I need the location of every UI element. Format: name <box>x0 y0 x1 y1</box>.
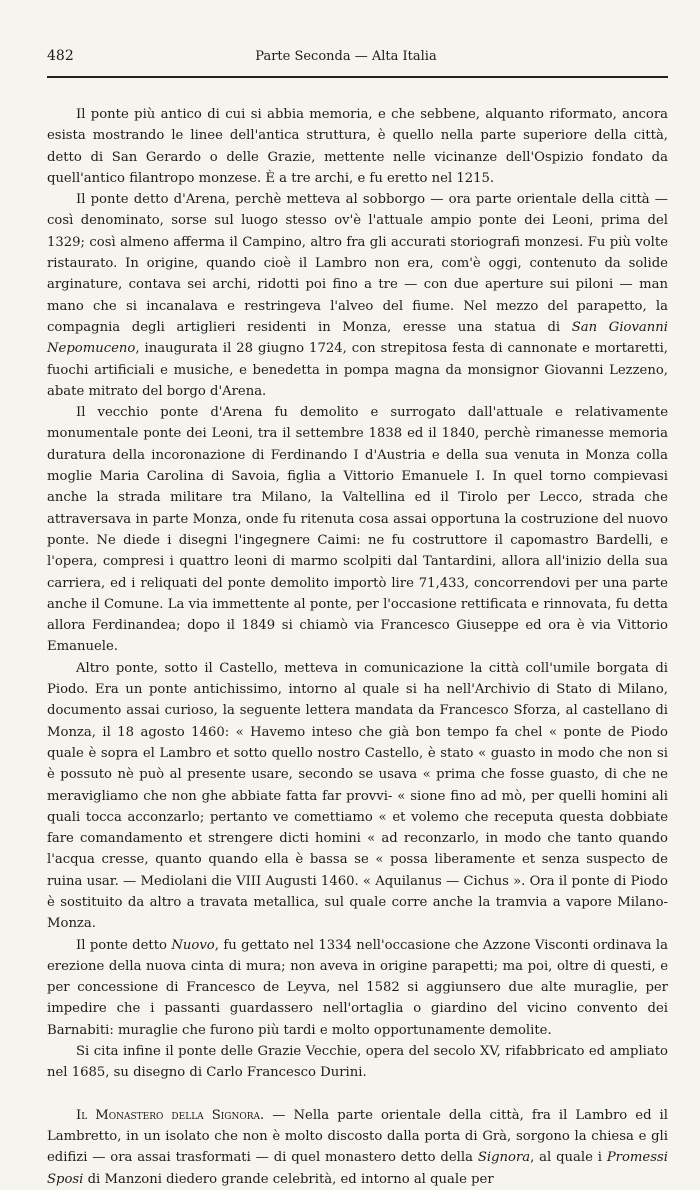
page-header <box>47 48 645 72</box>
paragraph <box>47 658 668 935</box>
section-gap <box>47 1084 668 1105</box>
text-run: Il ponte detto <box>76 937 172 953</box>
paragraph <box>47 1041 668 1084</box>
text-run: Si cita infine il ponte delle Grazie Vecchie, opera del secolo XV, rifabbricato ed ampliato nel 1685, su disegno di Carlo Francesco Durini. <box>47 1044 668 1081</box>
paragraph <box>47 1105 668 1190</box>
text-run: Il vecchio ponte d'Arena fu demolito e surrogato dall'attuale e relativamente monumentale ponte dei Leoni, tra il settembre 1838 ed il 1840, perchè rimanesse memoria duratura della incoronazione di Ferdinando I d'Austria e della sua venuta in Monza colla moglie Maria Carolina di Savoia, figlia a Vittorio Emanuele I. In quel torno compievasi anche la strada militare tra Milano, la Valtellina ed il Tirolo per Lecco, strada che attraversava in parte Monza, onde fu ritenuta cosa assai opportuna la costruzione del nuovo ponte. Ne diede i disegni l'ingegnere Caimi: ne fu costruttore il capomastro Bardelli, e l'opera, compresi i quattro leoni di marmo scolpiti dal Tantardini, allora all'inizio della sua carriera, ed i reliquati del ponte demolito importò lire 71,433, concorrendovi per una parte anche il Comune. La via immettente al ponte, per l'occasione rettificata e rinnovata, fu detta allora Ferdinandea; dopo il 1849 si chiamò via Francesco Giuseppe ed ora è via Vittorio Emanuele. <box>47 405 668 655</box>
paragraph <box>47 104 668 189</box>
text-run: Il ponte detto d'Arena, perchè metteva al sobborgo — ora parte orientale della città — così denominato, sorse sul luogo stesso ov'è l'attuale ampio ponte dei Leoni, prima del 1329; così almeno afferma il Campino, altro fra gli accurati storiografi monzesi. Fu più volte ristaurato. In origine, quando cioè il Lambro non era, com'è oggi, contenuto da solide arginature, contava sei archi, ridotti poi fino a tre — con due aperture sui piloni — man mano che si incanalava e restringeva l'alveo del fiume. Nel mezzo del parapetto, la compagnia degli artiglieri residenti in Monza, eresse una statua di <box>47 192 668 335</box>
text-run: , al quale i <box>530 1150 607 1166</box>
italic-text: Nuovo <box>171 937 215 953</box>
paragraph <box>47 935 668 1041</box>
section-heading: Il Monastero della Signora. <box>76 1107 265 1123</box>
header-rule <box>47 76 668 78</box>
text-run: — Nella parte orientale della città, fra il Lambro ed il Lambretto, in un isolato che non è molto discosto dalla porta di Grà, sorgono la chiesa e gli edifizi — ora assai trasformati — di quel monastero detto della <box>47 1107 668 1166</box>
text-run: , fu gettato nel 1334 nell'occasione che Azzone Visconti ordinava la erezione della nuova cinta di mura; non aveva in origine parapetti; ma poi, oltre di questi, e per concessione di Francesco de Leyva, nel 1582 si aggiunsero due alte muraglie, per impedire che i passanti guardassero nell'ortaglia o giardino del vicino convento dei Barnabiti: muraglie che furono più tardi e molto opportunamente demolite. <box>47 937 668 1038</box>
text-run: Altro ponte, sotto il Castello, metteva in comunicazione la città coll'umile borgata di Piodo. Era un ponte antichissimo, intorno al quale si ha nell'Archivio di Stato di Milano, documento assai curioso, la seguente lettera mandata da Francesco Sforza, al castellano di Monza, il 18 agosto 1460: « Havemo inteso che già bon tempo fa chel « ponte de Piodo quale è sopra el Lambro et sotto quello nostro Castello, è stato « guasto in modo che non si è possuto nè può al presente usare, secondo se usava « prima che fosse guasto, di che ne meravigliamo che non ghe abbiate fatta far provvi- « sione fino ad mò, per quelli homini ali quali tocca acconzarlo; pertanto ve comettiamo « et volemo che receputa questa dobbiate fare comandamento et strengere dicti homini « ad reconzarlo, in modo che tanto quando l'acqua cresse, quanto quando ella è bassa se « possa liberamente et senza suspecto de ruina usar. — Mediolani die VIII Augusti 1460. « Aquilanus — Cichus ». Ora il ponte di Piodo è sostituito da altro a travata metallica, sul quale corre anche la tramvia a vapore Milano-Monza. <box>47 660 668 932</box>
running-head: Parte Seconda — Alta Italia <box>255 49 437 64</box>
paragraph <box>47 402 668 658</box>
italic-text: Signora <box>477 1150 531 1166</box>
text-run: , inaugurata il 28 giugno 1724, con strepitosa festa di cannonate e mortaretti, fuochi artificiali e musiche, e benedetta in pompa magna da monsignor Giovanni Lezzeno, abate mitrato del borgo d'Arena. <box>47 341 668 399</box>
page-number: 482 <box>47 48 74 64</box>
text-run: di Manzoni diedero grande celebrità, ed intorno al quale per <box>83 1171 494 1187</box>
text-run: Il ponte più antico di cui si abbia memoria, e che sebbene, alquanto riformato, ancora esista mostrando le linee dell'antica struttura, è quello nella parte superiore della città, detto di San Gerardo o delle Grazie, mettente nelle vicinanze dell'Ospizio fondato da quell'antico filantropo monzese. È a tre archi, e fu eretto nel 1215. <box>47 107 668 186</box>
paragraph <box>47 189 668 402</box>
italic-text: Promessi Sposi <box>47 1150 668 1187</box>
body-text <box>47 104 668 1190</box>
italic-text: San Giovanni Nepomuceno <box>47 319 668 357</box>
